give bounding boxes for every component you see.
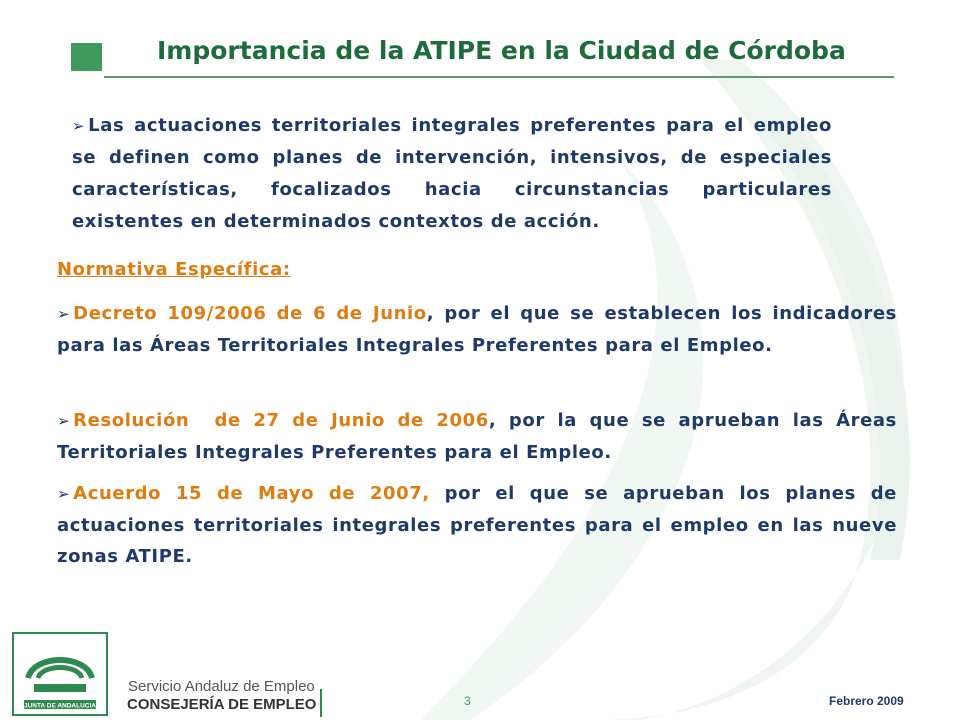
normativa-item-reference: Resolución de 27 de Junio de 2006 xyxy=(73,410,489,431)
org-name: Servicio Andaluz de Empleo xyxy=(128,678,315,695)
normativa-item-description: , por la que se aprueban las Áreas Territoriales Integrales Preferentes para el Empleo. xyxy=(57,410,897,463)
normativa-item-reference: Decreto 109/2006 de 6 de Junio xyxy=(73,303,427,324)
normativa-heading: Normativa Específica: xyxy=(57,259,291,280)
andalucia-emblem-icon xyxy=(14,634,106,714)
normativa-item-reference: Acuerdo 15 de Mayo de 2007, xyxy=(73,483,430,504)
footer-date: Febrero 2009 xyxy=(829,694,904,708)
intro-text: Las actuaciones territoriales integrales preferentes para el empleo se definen como planes de intervención, intensivos, de especiales características, focalizados hacia circunstancias particulares existentes en determinados contextos de acción. xyxy=(72,115,832,232)
arrowhead-bullet-icon: ➢ xyxy=(57,305,71,323)
page-number: 3 xyxy=(464,694,471,708)
junta-de-andalucia-logo xyxy=(12,632,108,716)
normativa-item-description: , por el que se establecen los indicadores para las Áreas Territoriales Integrales Preferentes para el Empleo. xyxy=(57,303,897,356)
title-underline xyxy=(104,76,894,78)
normativa-item-description: por el que se aprueban los planes de actuaciones territoriales integrales preferentes para el empleo en las nueve zonas ATIPE. xyxy=(57,483,897,567)
logo-caption: JUNTA DE ANDALUCIA xyxy=(24,702,96,710)
arrowhead-bullet-icon: ➢ xyxy=(57,412,71,430)
normativa-item xyxy=(57,478,897,572)
org-department: CONSEJERÍA DE EMPLEO xyxy=(127,696,317,713)
footer-divider xyxy=(320,689,322,717)
title-accent-square xyxy=(71,43,102,71)
normativa-item xyxy=(57,405,897,468)
arrowhead-bullet-icon: ➢ xyxy=(72,117,86,135)
slide-title: Importancia de la ATIPE en la Ciudad de Córdoba xyxy=(157,36,846,65)
intro-paragraph xyxy=(72,110,832,238)
arrowhead-bullet-icon: ➢ xyxy=(57,485,71,503)
normativa-item xyxy=(57,298,897,361)
